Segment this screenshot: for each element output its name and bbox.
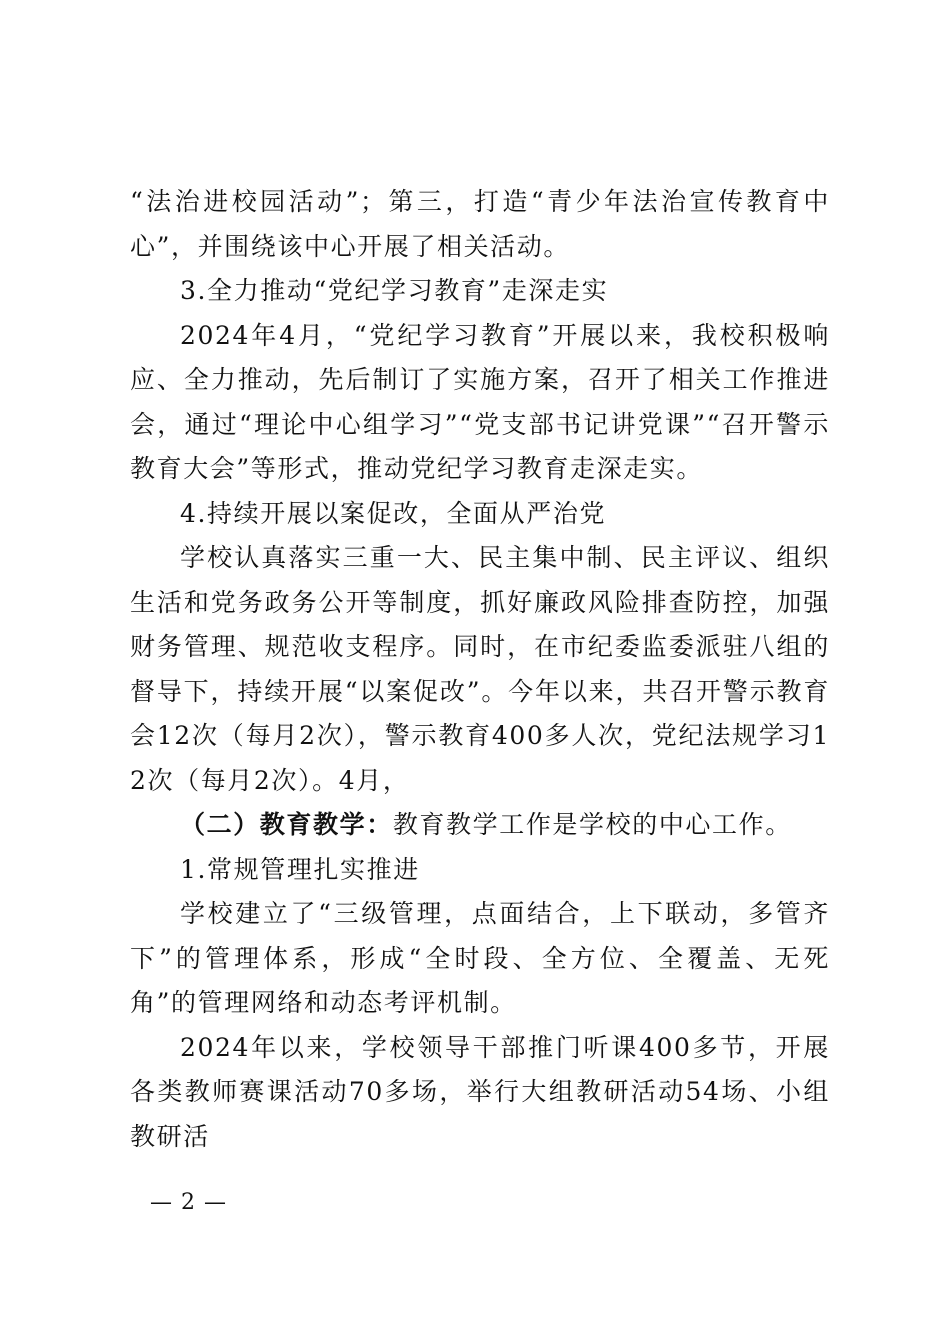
section-heading-text: 教育教学工作是学校的中心工作。 [392, 810, 792, 839]
paragraph-management-system: 学校建立了“三级管理，点面结合，上下联动，多管齐下”的管理体系，形成“全时段、全方位、全覆盖、无死角”的管理网络和动态考评机制。 [130, 899, 830, 1017]
paragraph-case-reform: 学校认真落实三重一大、民主集中制、民主评议、组织生活和党务政务公开等制度，抓好廉政风险排查防控，加强财务管理、规范收支程序。同时，在市纪委监委派驻八组的督导下，持续开展“以案促改”。今年以来，共召开警示教育会12次（每月2次），警示教育400多人次，党纪法规学习12次（每月2次）。4月， [130, 543, 830, 795]
subheading-case-reform: 4.持续开展以案促改，全面从严治党 [180, 498, 607, 528]
subheading-party-discipline: 3.全力推动“党纪学习教育”走深走实 [180, 276, 609, 305]
page-number: — 2 — [150, 1190, 227, 1215]
paragraph-teaching-activities: 2024年以来，学校领导干部推门听课400多节，开展各类教师赛课活动70多场，举行大组教研活动54场、小组教研活 [130, 1032, 830, 1151]
paragraph-law-campus: “法治进校园活动”；第三，打造“青少年法治宣传教育中心”，并围绕该中心开展了相关活动。 [130, 187, 830, 261]
document-body [130, 180, 830, 1159]
subheading-routine-management: 1.常规管理扎实推进 [180, 854, 420, 884]
paragraph-party-discipline: 2024年4月，“党纪学习教育”开展以来，我校积极响应、全力推动，先后制订了实施方案，召开了相关工作推进会，通过“理论中心组学习”“党支部书记讲党课”“召开警示教育大会”等形式，推动党纪学习教育走深走实。 [130, 320, 830, 483]
section-heading-label: （二）教育教学： [180, 810, 393, 839]
section-heading-education [130, 803, 830, 848]
